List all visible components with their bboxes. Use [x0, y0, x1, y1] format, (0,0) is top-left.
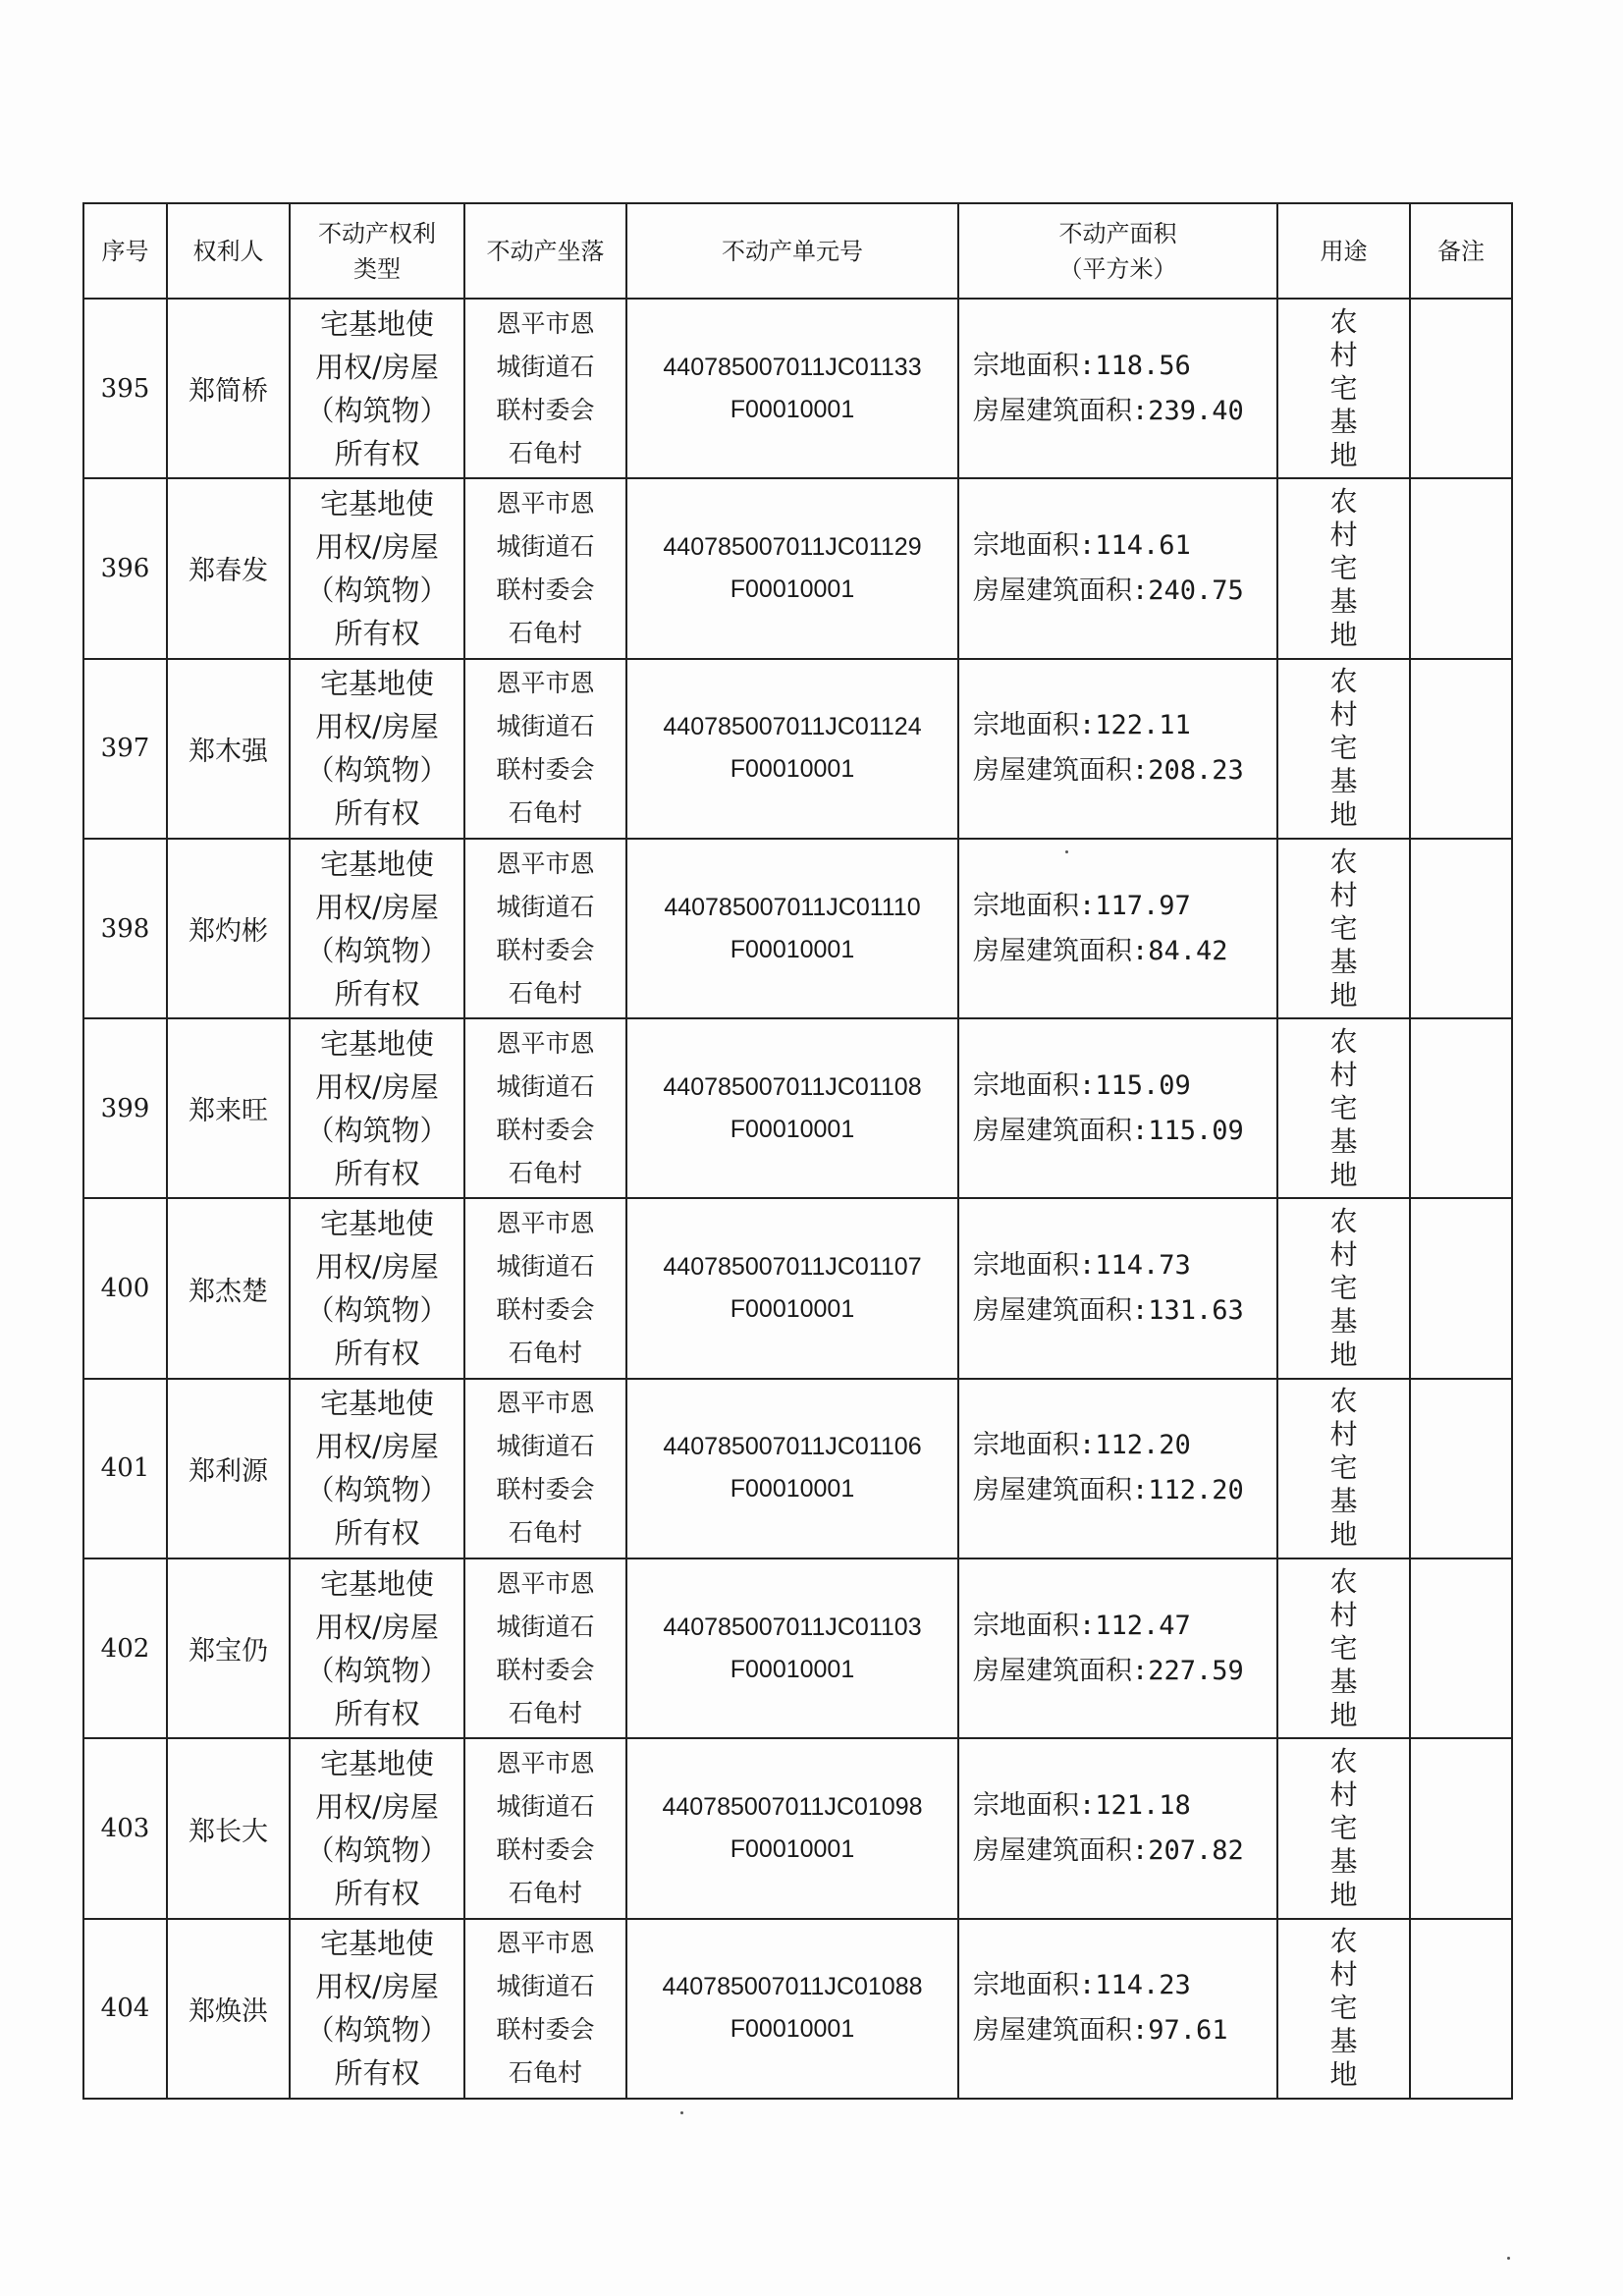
unit-number	[626, 1379, 958, 1558]
unit-number	[626, 839, 958, 1018]
land-use-char: 基	[1329, 945, 1358, 978]
land-use-char: 地	[1329, 1339, 1358, 1372]
land-use	[1277, 1379, 1410, 1558]
right-type-line: （构筑物）	[305, 1113, 449, 1147]
building-area: 房屋建筑面积:240.75	[973, 574, 1244, 606]
right-type-line: 所有权	[334, 976, 420, 1011]
land-use-char: 基	[1329, 1124, 1358, 1158]
owner-name: 郑杰楚	[167, 1198, 290, 1378]
land-use-char: 村	[1329, 338, 1358, 371]
right-type	[290, 1919, 464, 2099]
unit-number-line: F00010001	[730, 755, 855, 784]
unit-number	[626, 659, 958, 839]
right-type-line: （构筑物）	[305, 1473, 449, 1507]
right-type	[290, 1558, 464, 1738]
row-number: 404	[83, 1919, 167, 2099]
land-use-char: 宅	[1329, 371, 1358, 405]
land-use	[1277, 1558, 1410, 1738]
right-type	[290, 839, 464, 1018]
location-line: 恩平市恩	[496, 848, 595, 878]
right-type-line: 用权/房屋	[315, 1790, 439, 1825]
row-number: 397	[83, 659, 167, 839]
unit-number	[626, 1558, 958, 1738]
location-line: 城街道石	[496, 352, 595, 381]
land-use-char: 地	[1329, 1518, 1358, 1552]
location-line: 石龟村	[508, 618, 582, 647]
building-area: 房屋建筑面积:131.63	[973, 1295, 1244, 1327]
location-line: 联村委会	[496, 395, 595, 424]
table-header	[83, 203, 1512, 299]
unit-number-line: 440785007011JC01088	[662, 1973, 923, 2001]
right-type-line: 宅基地使	[319, 1026, 434, 1061]
property-location	[464, 1379, 626, 1558]
land-use-char: 地	[1329, 1879, 1358, 1912]
right-type-line: 所有权	[334, 796, 420, 831]
unit-number-line: 440785007011JC01110	[664, 893, 921, 921]
right-type-line: （构筑物）	[305, 1653, 449, 1687]
land-use	[1277, 659, 1410, 839]
location-line: 恩平市恩	[496, 1028, 595, 1058]
land-area: 宗地面积:115.09	[973, 1069, 1191, 1101]
location-line: 联村委会	[496, 574, 595, 604]
land-use-char: 基	[1329, 1665, 1358, 1698]
land-use-char: 宅	[1329, 1091, 1358, 1124]
right-type	[290, 299, 464, 478]
land-use-char: 农	[1329, 1385, 1358, 1418]
land-use-char: 基	[1329, 1845, 1358, 1879]
unit-number-line: F00010001	[730, 1655, 855, 1683]
land-use-char: 基	[1329, 1305, 1358, 1339]
land-use-char: 村	[1329, 518, 1358, 551]
row-number: 395	[83, 299, 167, 478]
right-type	[290, 659, 464, 839]
note	[1410, 478, 1512, 658]
header-no: 序号	[83, 203, 167, 299]
location-line: 城街道石	[496, 712, 595, 741]
land-use	[1277, 1919, 1410, 2099]
property-area	[958, 1738, 1277, 1918]
right-type-line: 所有权	[334, 1156, 420, 1190]
land-use	[1277, 839, 1410, 1018]
land-use-char: 宅	[1329, 551, 1358, 584]
unit-number-line: F00010001	[730, 1475, 855, 1503]
right-type-line: 宅基地使	[319, 1207, 434, 1241]
table-row	[83, 1738, 1512, 1918]
location-line: 恩平市恩	[496, 1389, 595, 1418]
land-use-char: 农	[1329, 1745, 1358, 1778]
owner-name: 郑来旺	[167, 1018, 290, 1198]
unit-number-line: F00010001	[730, 1835, 855, 1864]
location-line: 联村委会	[496, 935, 595, 964]
header-location: 不动产坐落	[464, 203, 626, 299]
land-use-char: 基	[1329, 765, 1358, 798]
header-right-type-line2: 类型	[353, 254, 401, 283]
unit-number	[626, 299, 958, 478]
land-use-char: 基	[1329, 1485, 1358, 1518]
owner-name: 郑春发	[167, 478, 290, 658]
location-line: 联村委会	[496, 2015, 595, 2045]
note	[1410, 839, 1512, 1018]
land-use-char: 基	[1329, 2025, 1358, 2058]
owner-name: 郑利源	[167, 1379, 290, 1558]
location-line: 石龟村	[508, 1518, 582, 1548]
right-type	[290, 1198, 464, 1378]
building-area: 房屋建筑面积:207.82	[973, 1835, 1244, 1867]
right-type-line: 所有权	[334, 436, 420, 470]
land-use-char: 宅	[1329, 911, 1358, 945]
right-type-line: 用权/房屋	[315, 529, 439, 564]
owner-name: 郑宝仍	[167, 1558, 290, 1738]
land-use-char: 基	[1329, 405, 1358, 438]
right-type-line: （构筑物）	[305, 1833, 449, 1868]
building-area: 房屋建筑面积:115.09	[973, 1115, 1244, 1146]
location-line: 恩平市恩	[496, 1209, 595, 1238]
header-area-line2: （平方米）	[1058, 254, 1177, 283]
land-use-char: 农	[1329, 1205, 1358, 1238]
right-type-line: 用权/房屋	[315, 710, 439, 744]
land-use-char: 村	[1329, 878, 1358, 911]
property-area	[958, 839, 1277, 1018]
right-type-line: （构筑物）	[305, 753, 449, 788]
row-number: 400	[83, 1198, 167, 1378]
scan-speck	[1065, 850, 1068, 853]
note	[1410, 659, 1512, 839]
building-area: 房屋建筑面积:97.61	[973, 2015, 1228, 2047]
right-type-line: （构筑物）	[305, 393, 449, 427]
right-type-line: 用权/房屋	[315, 1970, 439, 2004]
property-area	[958, 1198, 1277, 1378]
land-use	[1277, 1018, 1410, 1198]
land-use-char: 农	[1329, 1925, 1358, 1958]
unit-number	[626, 478, 958, 658]
land-area: 宗地面积:121.18	[973, 1790, 1191, 1822]
right-type-line: 用权/房屋	[315, 1250, 439, 1285]
row-number: 398	[83, 839, 167, 1018]
land-use-char: 地	[1329, 438, 1358, 471]
right-type	[290, 1379, 464, 1558]
property-location	[464, 659, 626, 839]
right-type-line: 所有权	[334, 616, 420, 650]
property-location	[464, 1198, 626, 1378]
land-use-char: 农	[1329, 845, 1358, 878]
header-area	[958, 203, 1277, 299]
land-use-char: 宅	[1329, 1272, 1358, 1305]
note	[1410, 1379, 1512, 1558]
location-line: 城街道石	[496, 1612, 595, 1641]
right-type-line: 宅基地使	[319, 847, 434, 881]
row-number: 402	[83, 1558, 167, 1738]
land-use-char: 农	[1329, 484, 1358, 518]
note	[1410, 1018, 1512, 1198]
right-type-line: 所有权	[334, 1337, 420, 1371]
header-area-line1: 不动产面积	[1058, 219, 1177, 247]
unit-number-line: F00010001	[730, 1295, 855, 1324]
land-use	[1277, 1738, 1410, 1918]
location-line: 联村委会	[496, 1475, 595, 1504]
land-use	[1277, 1198, 1410, 1378]
location-line: 石龟村	[508, 1698, 582, 1727]
scan-speck	[680, 2111, 683, 2114]
right-type-line: 用权/房屋	[315, 1069, 439, 1104]
land-use-char: 农	[1329, 1024, 1358, 1058]
header-right-type	[290, 203, 464, 299]
right-type-line: 所有权	[334, 1516, 420, 1551]
note	[1410, 299, 1512, 478]
table-row	[83, 299, 1512, 478]
header-use: 用途	[1277, 203, 1410, 299]
unit-number-line: 440785007011JC01108	[663, 1072, 922, 1101]
land-use-char: 农	[1329, 665, 1358, 698]
location-line: 城街道石	[496, 531, 595, 561]
land-area: 宗地面积:114.73	[973, 1250, 1191, 1282]
land-use-char: 村	[1329, 1238, 1358, 1272]
location-line: 石龟村	[508, 798, 582, 828]
location-line: 城街道石	[496, 1432, 595, 1461]
location-line: 恩平市恩	[496, 1568, 595, 1598]
land-use-char: 农	[1329, 1564, 1358, 1598]
right-type-line: （构筑物）	[305, 573, 449, 607]
unit-number-line: F00010001	[730, 574, 855, 603]
property-location	[464, 1738, 626, 1918]
land-use-char: 村	[1329, 1958, 1358, 1992]
land-use-char: 宅	[1329, 1451, 1358, 1485]
property-area	[958, 299, 1277, 478]
header-unit-number: 不动产单元号	[626, 203, 958, 299]
table-row	[83, 1198, 1512, 1378]
right-type-line: 用权/房屋	[315, 1610, 439, 1644]
right-type-line: 用权/房屋	[315, 350, 439, 384]
location-line: 联村委会	[496, 1295, 595, 1325]
right-type	[290, 1018, 464, 1198]
land-area: 宗地面积:114.23	[973, 1970, 1191, 2001]
right-type-line: 所有权	[334, 2056, 420, 2091]
note	[1410, 1558, 1512, 1738]
right-type-line: 宅基地使	[319, 1387, 434, 1421]
location-line: 恩平市恩	[496, 308, 595, 338]
property-area	[958, 659, 1277, 839]
header-owner: 权利人	[167, 203, 290, 299]
building-area: 房屋建筑面积:227.59	[973, 1655, 1244, 1686]
unit-number	[626, 1018, 958, 1198]
property-location	[464, 299, 626, 478]
unit-number-line: 440785007011JC01103	[663, 1613, 922, 1641]
right-type-line: 用权/房屋	[315, 1430, 439, 1464]
land-use	[1277, 478, 1410, 658]
row-number: 403	[83, 1738, 167, 1918]
unit-number-line: 440785007011JC01098	[662, 1793, 923, 1822]
table-row	[83, 1919, 1512, 2099]
note	[1410, 1738, 1512, 1918]
land-use-char: 地	[1329, 618, 1358, 651]
building-area: 房屋建筑面积:112.20	[973, 1475, 1244, 1506]
property-area	[958, 478, 1277, 658]
owner-name: 郑焕洪	[167, 1919, 290, 2099]
land-use-char: 宅	[1329, 1992, 1358, 2025]
land-area: 宗地面积:117.97	[973, 890, 1191, 921]
building-area: 房屋建筑面积:208.23	[973, 755, 1244, 787]
location-line: 石龟村	[508, 1879, 582, 1908]
note	[1410, 1198, 1512, 1378]
right-type-line: 宅基地使	[319, 306, 434, 341]
location-line: 联村委会	[496, 1655, 595, 1684]
land-area: 宗地面积:114.61	[973, 529, 1191, 561]
land-use-char: 宅	[1329, 1812, 1358, 1845]
location-line: 石龟村	[508, 1339, 582, 1368]
right-type-line: 宅基地使	[319, 486, 434, 520]
location-line: 恩平市恩	[496, 488, 595, 518]
unit-number-line: F00010001	[730, 1115, 855, 1143]
land-use-char: 地	[1329, 798, 1358, 832]
location-line: 城街道石	[496, 1071, 595, 1101]
owner-name: 郑长大	[167, 1738, 290, 1918]
location-line: 联村委会	[496, 755, 595, 785]
property-location	[464, 1919, 626, 2099]
location-line: 城街道石	[496, 1972, 595, 2001]
right-type-line: 宅基地使	[319, 667, 434, 701]
location-line: 城街道石	[496, 1792, 595, 1822]
unit-number-line: 440785007011JC01106	[663, 1433, 922, 1461]
property-registry-table	[82, 202, 1513, 2100]
right-type	[290, 1738, 464, 1918]
property-area	[958, 1919, 1277, 2099]
unit-number-line: F00010001	[730, 395, 855, 423]
table-row	[83, 1018, 1512, 1198]
location-line: 城街道石	[496, 1252, 595, 1282]
right-type	[290, 478, 464, 658]
unit-number-line: 440785007011JC01129	[663, 532, 922, 561]
table-body	[83, 299, 1512, 2099]
location-line: 恩平市恩	[496, 1929, 595, 1958]
table-row	[83, 659, 1512, 839]
land-area: 宗地面积:112.47	[973, 1610, 1191, 1641]
location-line: 联村委会	[496, 1115, 595, 1144]
land-use-char: 地	[1329, 1158, 1358, 1191]
right-type-line: （构筑物）	[305, 933, 449, 967]
location-line: 联村委会	[496, 1835, 595, 1865]
land-use-char: 村	[1329, 1778, 1358, 1812]
land-use-char: 村	[1329, 1058, 1358, 1091]
header-note: 备注	[1410, 203, 1512, 299]
property-location	[464, 478, 626, 658]
property-area	[958, 1379, 1277, 1558]
unit-number-line: F00010001	[730, 2015, 855, 2044]
right-type-line: 宅基地使	[319, 1566, 434, 1601]
owner-name: 郑灼彬	[167, 839, 290, 1018]
land-use-char: 村	[1329, 1418, 1358, 1451]
header-right-type-line1: 不动产权利	[318, 219, 436, 247]
right-type-line: （构筑物）	[305, 1293, 449, 1328]
location-line: 石龟村	[508, 2058, 582, 2088]
land-area: 宗地面积:112.20	[973, 1430, 1191, 1461]
location-line: 石龟村	[508, 1158, 582, 1187]
land-use-char: 村	[1329, 698, 1358, 732]
note	[1410, 1919, 1512, 2099]
land-use-char: 农	[1329, 304, 1358, 338]
unit-number	[626, 1198, 958, 1378]
land-area: 宗地面积:118.56	[973, 350, 1191, 381]
location-line: 恩平市恩	[496, 669, 595, 698]
table-row	[83, 1558, 1512, 1738]
row-number: 396	[83, 478, 167, 658]
owner-name: 郑简桥	[167, 299, 290, 478]
unit-number-line: 440785007011JC01124	[663, 713, 922, 741]
table-row	[83, 1379, 1512, 1558]
location-line: 恩平市恩	[496, 1749, 595, 1778]
right-type-line: 用权/房屋	[315, 890, 439, 924]
table-row	[83, 839, 1512, 1018]
building-area: 房屋建筑面积:84.42	[973, 935, 1228, 966]
property-area	[958, 1018, 1277, 1198]
right-type-line: 所有权	[334, 1877, 420, 1911]
unit-number	[626, 1919, 958, 2099]
property-area	[958, 1558, 1277, 1738]
land-use-char: 地	[1329, 978, 1358, 1011]
property-location	[464, 1018, 626, 1198]
land-use-char: 地	[1329, 2058, 1358, 2092]
land-use-char: 基	[1329, 584, 1358, 618]
unit-number	[626, 1738, 958, 1918]
land-use-char: 宅	[1329, 1631, 1358, 1665]
land-use	[1277, 299, 1410, 478]
property-location	[464, 1558, 626, 1738]
owner-name: 郑木强	[167, 659, 290, 839]
header-row	[83, 203, 1512, 299]
unit-number-line: 440785007011JC01133	[663, 353, 922, 381]
location-line: 石龟村	[508, 438, 582, 467]
right-type-line: 宅基地使	[319, 1747, 434, 1781]
land-use-char: 村	[1329, 1598, 1358, 1631]
land-use-char: 宅	[1329, 732, 1358, 765]
property-location	[464, 839, 626, 1018]
right-type-line: 所有权	[334, 1696, 420, 1730]
land-area: 宗地面积:122.11	[973, 710, 1191, 741]
row-number: 401	[83, 1379, 167, 1558]
right-type-line: 宅基地使	[319, 1927, 434, 1961]
scan-speck	[1507, 2257, 1510, 2260]
land-use-char: 地	[1329, 1698, 1358, 1731]
location-line: 城街道石	[496, 892, 595, 921]
unit-number-line: F00010001	[730, 935, 855, 963]
location-line: 石龟村	[508, 978, 582, 1008]
right-type-line: （构筑物）	[305, 2013, 449, 2048]
building-area: 房屋建筑面积:239.40	[973, 395, 1244, 426]
row-number: 399	[83, 1018, 167, 1198]
unit-number-line: 440785007011JC01107	[663, 1253, 922, 1282]
table-row	[83, 478, 1512, 658]
